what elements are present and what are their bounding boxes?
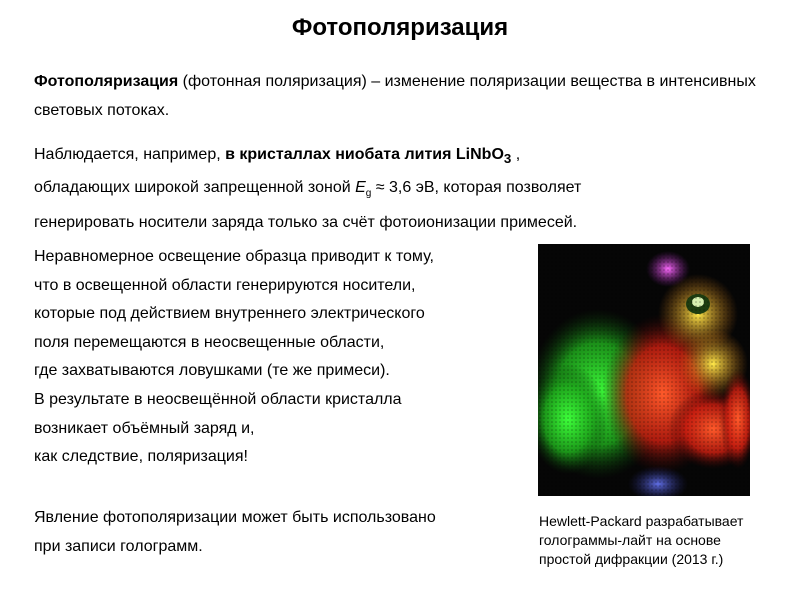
band-gap-symbol: E bbox=[355, 179, 366, 197]
application-line: при записи голограмм. bbox=[34, 538, 203, 555]
crystal-name: в кристаллах ниобата лития LiNbO$_3$ bbox=[225, 146, 512, 167]
application-line: Явление фотополяризации может быть использовано bbox=[34, 509, 436, 526]
photo-caption bbox=[539, 512, 794, 569]
observation-paragraph bbox=[34, 140, 774, 237]
mechanism-line: которые под действием внутреннего электрического bbox=[34, 305, 425, 323]
observation-comma: , bbox=[511, 146, 521, 163]
definition-paragraph bbox=[34, 67, 774, 125]
definition-term: Фотополяризация bbox=[34, 73, 179, 90]
slide-title: Фотополяризация bbox=[291, 14, 509, 41]
mechanism-line: что в освещенной области генерируются носители, bbox=[34, 276, 416, 294]
mechanism-paragraph bbox=[34, 243, 514, 472]
caption-line: Hewlett-Packard разрабатывает bbox=[539, 513, 744, 529]
mechanism-line: где захватываются ловушками (те же примеси). bbox=[34, 362, 390, 380]
hologram-photo bbox=[538, 244, 750, 496]
formula-subscript: 3 bbox=[503, 151, 512, 167]
mechanism-line: Неравномерное освещение образца приводит к тому, bbox=[34, 248, 434, 265]
definition-text: (фотонная поляризация) – изменение поляризации вещества в интенсивных световых потоках. bbox=[34, 73, 756, 119]
hologram-image bbox=[538, 244, 750, 496]
mechanism-line: В результате в неосвещённой области кристалла bbox=[34, 390, 402, 408]
mechanism-line: как следствие, поляризация! bbox=[34, 448, 248, 466]
observation-line-3: генерировать носители заряда только за счёт фотоионизации примесей. bbox=[34, 214, 578, 232]
observation-line-1 bbox=[34, 140, 774, 173]
caption-line: голограммы-лайт на основе bbox=[539, 532, 721, 548]
caption-line: простой дифракции (2013 г.) bbox=[539, 551, 724, 567]
application-paragraph bbox=[34, 503, 514, 561]
observation-line-2: обладающих широкой запрещенной зоной $E_g \approx 3,6$ эВ, которая позволяет bbox=[34, 179, 582, 200]
mechanism-line: поля перемещаются в неосвещенные области, bbox=[34, 333, 385, 351]
mechanism-line: возникает объёмный заряд и, bbox=[34, 419, 255, 437]
band-gap-subscript: g bbox=[365, 188, 372, 200]
observation-lead: Наблюдается, например, bbox=[34, 146, 226, 163]
